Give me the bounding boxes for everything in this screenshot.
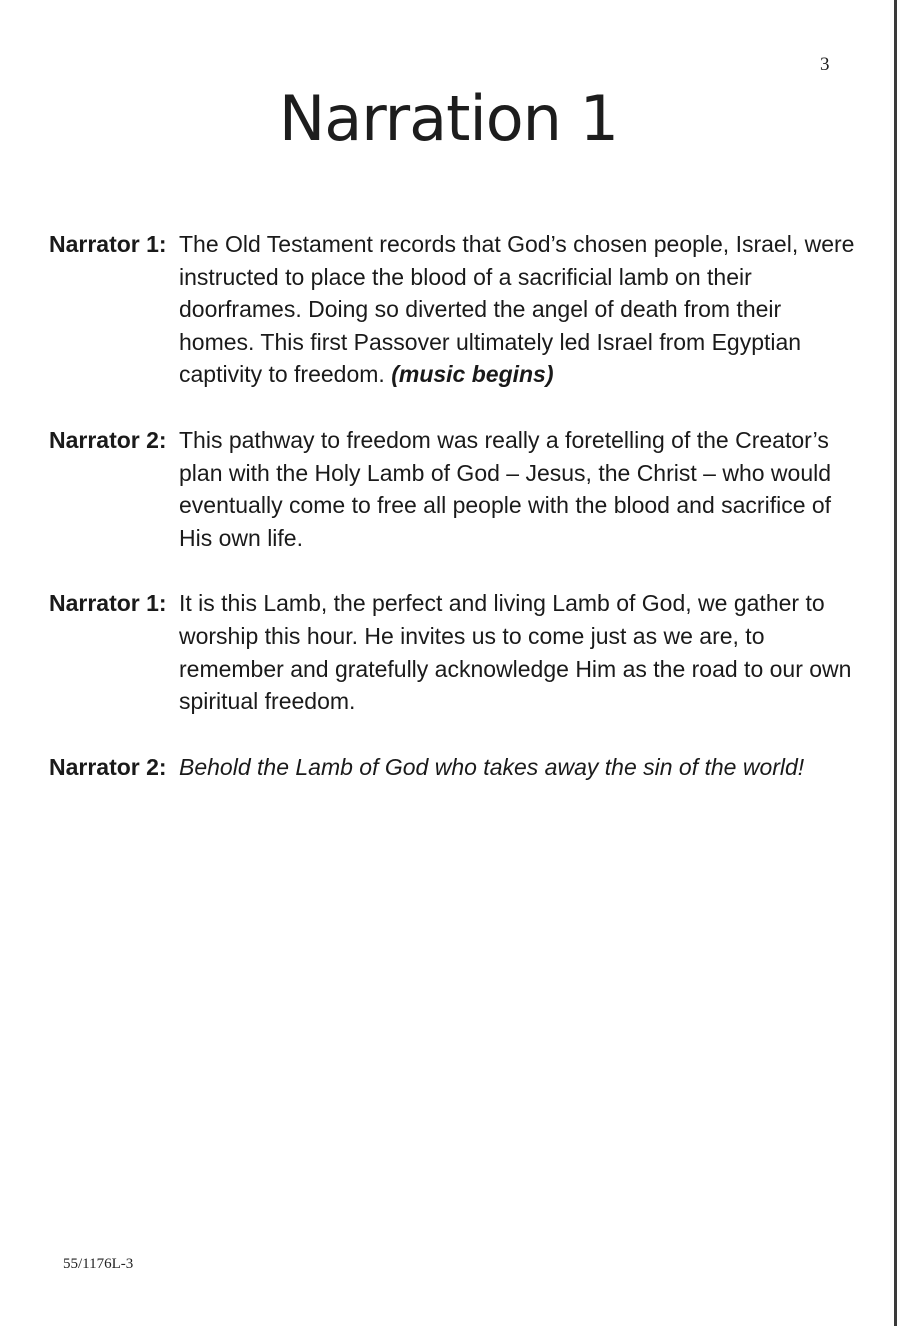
dialogue-entry bbox=[49, 424, 859, 554]
page-title: Narration 1 bbox=[278, 82, 619, 155]
dialogue-line bbox=[179, 228, 859, 391]
dialogue-text: Behold the Lamb of God who takes away the sin of the world! bbox=[179, 753, 805, 780]
stage-cue: (music begins) bbox=[391, 361, 554, 388]
dialogue-line bbox=[179, 751, 859, 784]
narration-script bbox=[49, 228, 859, 816]
catalog-code: 55/1176L-3 bbox=[63, 1256, 134, 1272]
dialogue-line bbox=[179, 424, 859, 554]
speaker-label: Narrator 2: bbox=[49, 426, 167, 453]
dialogue-line bbox=[179, 587, 859, 717]
speaker-label: Narrator 1: bbox=[49, 590, 167, 617]
dialogue-text: This pathway to freedom was really a foretelling of the Creator’s plan with the Holy Lamb of God – Jesus, the Christ – who would eventually come to free all people with the blood and sacrifice of His own life. bbox=[179, 426, 832, 551]
dialogue-entry bbox=[49, 751, 859, 784]
dialogue-entry bbox=[49, 587, 859, 717]
speaker-label: Narrator 1: bbox=[49, 231, 167, 257]
dialogue-text: The Old Testament records that God’s chosen people, Israel, were instructed to place the blood of a sacrificial lamb on their doorframes. Doing so diverted the angel of death from their homes. This first Passover ultimately led Israel from Egyptian captivity to freedom. bbox=[179, 231, 855, 388]
dialogue-text: It is this Lamb, the perfect and living Lamb of God, we gather to worship this hour. He invites us to come just as we are, to remember and gratefully acknowledge Him as the road to our own spiritual freedom. bbox=[179, 590, 852, 715]
page-number: 3 bbox=[820, 54, 830, 75]
dialogue-entry bbox=[49, 228, 859, 391]
speaker-label: Narrator 2: bbox=[49, 753, 167, 780]
